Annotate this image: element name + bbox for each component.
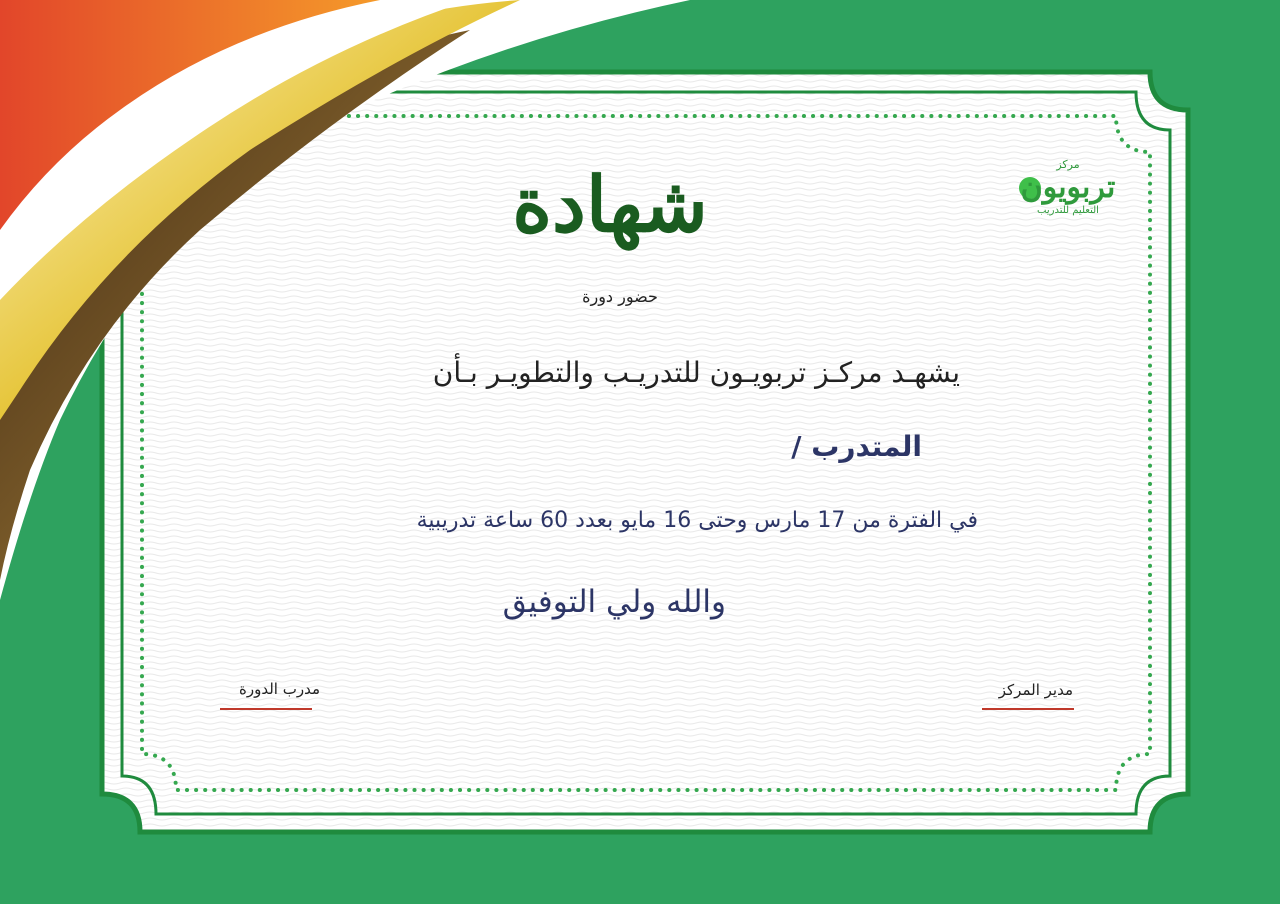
- logo-main-text: تربويون: [1020, 170, 1116, 205]
- director-signature-line: [982, 708, 1074, 710]
- closing-phrase: والله ولي التوفيق: [502, 584, 726, 620]
- director-signature-label: مدير المركز: [998, 681, 1073, 699]
- logo-sub-text: التعليم للتدريب: [1037, 205, 1099, 216]
- intro-statement: يشهـد مركـز تربويـون للتدريـب والتطويـر بـأن: [432, 356, 960, 389]
- period-text: في الفترة من 17 مارس وحتى 16 مايو بعدد 60 ساعة تدريبية: [416, 508, 978, 533]
- trainer-signature-label: مدرب الدورة: [239, 680, 320, 698]
- logo-top-text: مركز: [1056, 158, 1080, 171]
- center-logo: [1002, 158, 1134, 242]
- trainee-label: المتدرب /: [791, 430, 922, 463]
- certificate-subtitle: حضور دورة: [582, 287, 658, 306]
- certificate-title: شهادة: [512, 160, 708, 249]
- trainer-signature-line: [220, 708, 312, 710]
